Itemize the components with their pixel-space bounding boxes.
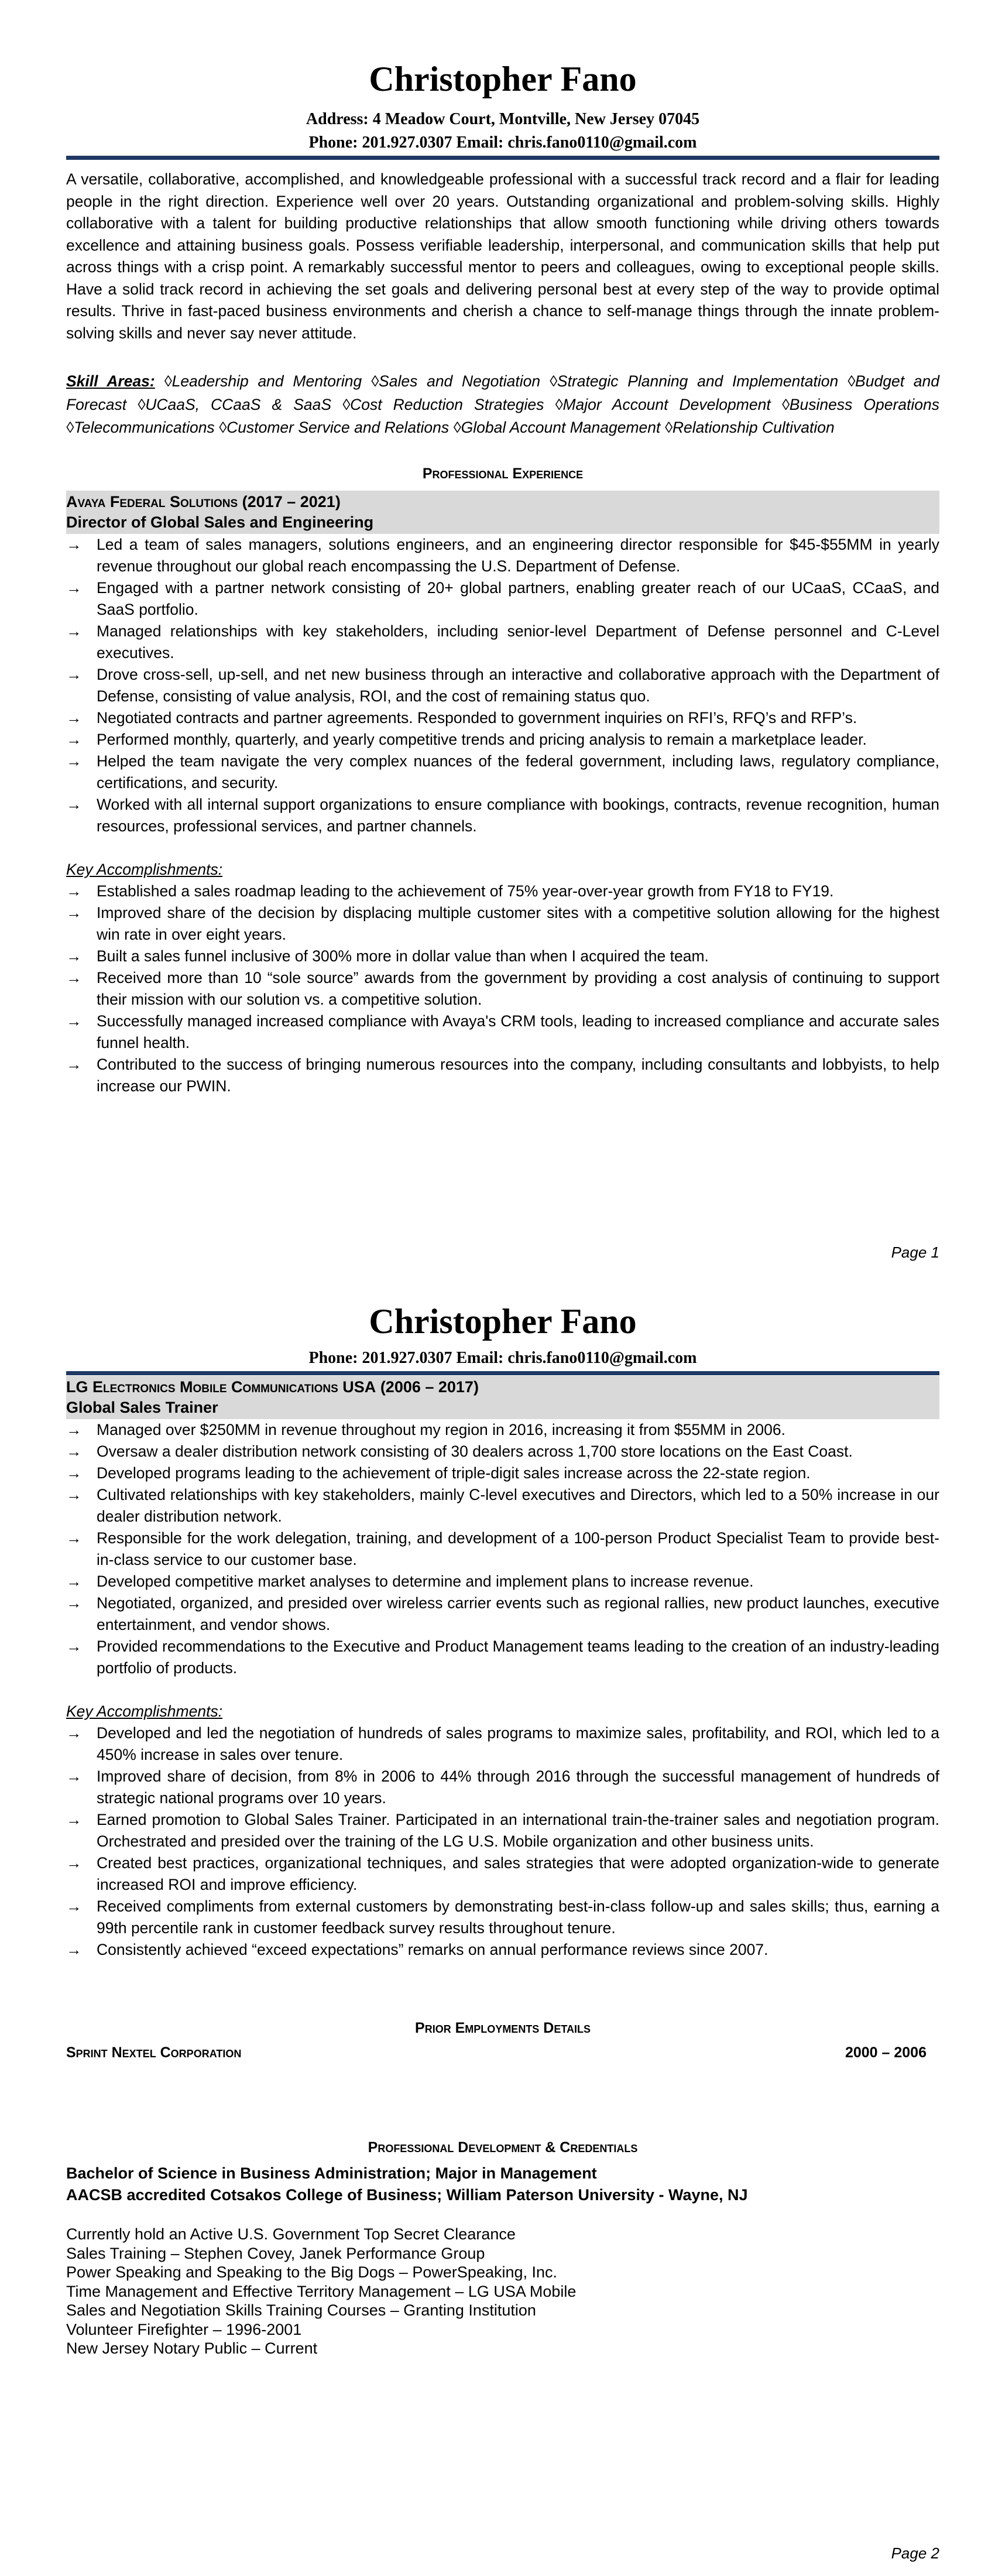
bullet-item: [66, 1722, 939, 1766]
bullet-text: Managed relationships with key stakeholders, including senior-level Department of Defense personnel and C-Level executives.: [97, 622, 939, 662]
bullet-text: Negotiated, organized, and presided over wireless carrier events such as regional rallies, new product launches, executive entertainment, and vendor shows.: [97, 1594, 939, 1633]
bullet-item: [66, 1766, 939, 1809]
bullet-item: [66, 751, 939, 794]
arrow-bullet-icon: →: [66, 579, 82, 597]
bullet-text: Received more than 10 “sole source” awards from the government by providing a cost analysis of continuing to support their mission with our solution vs. a competitive solution.: [97, 969, 939, 1008]
bullet-item: [66, 534, 939, 577]
accomplishments-list: [66, 881, 939, 1097]
arrow-bullet-icon: →: [66, 947, 82, 965]
arrow-bullet-icon: →: [66, 796, 82, 813]
prior-dates: 2000 – 2006: [845, 2044, 927, 2061]
bullet-text: Received compliments from external customers by demonstrating best-in-class follow-up and sales skills; thus, earning a 99th percentile rank in customer feedback survey results throughout tenure.: [97, 1897, 939, 1937]
bullet-item: [66, 577, 939, 621]
duties-list: [66, 534, 939, 837]
page-number: Page 1: [891, 1244, 939, 1261]
bullet-item: [66, 1484, 939, 1527]
bullet-text: Provided recommendations to the Executive and Product Management teams leading to the creation of an industry-leading portfolio of products.: [97, 1638, 939, 1677]
arrow-bullet-icon: →: [66, 1421, 82, 1438]
address: Address: 4 Meadow Court, Montville, New Jersey 07045: [306, 110, 700, 128]
arrow-bullet-icon: →: [66, 709, 82, 727]
degree: Bachelor of Science in Business Administration; Major in Management: [66, 2164, 597, 2182]
bullet-item: [66, 1527, 939, 1571]
bullet-text: Earned promotion to Global Sales Trainer. Participated in an international train-the-trainer sales and negotiation program. Orchestrated and presided over the training of the LG U.S. Mobile organization and other business units.: [97, 1811, 939, 1850]
credentials-list: [66, 2225, 939, 2358]
skill-areas-label: Skill Areas:: [66, 372, 155, 390]
arrow-bullet-icon: →: [66, 1056, 82, 1073]
arrow-bullet-icon: →: [66, 1811, 82, 1828]
candidate-name: Christopher Fano: [369, 60, 637, 98]
bullet-item: [66, 729, 939, 751]
bullet-text: Oversaw a dealer distribution network consisting of 30 dealers across 1,700 store locations on the East Coast.: [97, 1443, 853, 1460]
job-header: [66, 491, 939, 534]
bullet-item: [66, 1054, 939, 1097]
accomplishments-list: [66, 1722, 939, 1961]
summary: A versatile, collaborative, accomplished, and knowledgeable professional with a successful track record and a flair for leading people in the right direction. Experience well over 20 years. Outstanding organizational and problem-solving skills. Highly collaborative with a talent for building productive relationships that allow smooth functioning while driving others towards excellence and attaining business goals. Possess verifiable leadership, interpersonal, and communication skills that help put across things with a crisp point. A remarkably successful mentor to peers and colleagues, owing to exceptional people skills. Have a solid track record in achieving the set goals and delivering personal best at every step of the way to provide optimal results. Thrive in fast-paced business environments and cherish a chance to self-manage things through the innate problem-solving skills and never say never attitude.: [66, 170, 939, 342]
arrow-bullet-icon: →: [66, 536, 82, 553]
arrow-bullet-icon: →: [66, 1854, 82, 1872]
header-rule: [66, 1371, 939, 1375]
bullet-item: [66, 1462, 939, 1484]
phone-email: Phone: 201.927.0307 Email: chris.fano0110@gmail.com: [308, 133, 697, 152]
bullet-item: [66, 946, 939, 967]
section-heading-prior: Prior Employments Details: [415, 2020, 591, 2036]
bullet-text: Improved share of the decision by displacing multiple customer sites with a competitive solution allowing for the highest win rate in over eight years.: [97, 904, 939, 943]
prior-company: Sprint Nextel Corporation: [66, 2044, 242, 2061]
arrow-bullet-icon: →: [66, 1464, 82, 1482]
arrow-bullet-icon: →: [66, 1594, 82, 1612]
duties-list: [66, 1419, 939, 1679]
prior-employment-row: [66, 2044, 927, 2061]
job-title: Global Sales Trainer: [66, 1399, 218, 1416]
arrow-bullet-icon: →: [66, 1012, 82, 1030]
bullet-text: Performed monthly, quarterly, and yearly competitive trends and pricing analysis to remain a marketplace leader.: [97, 731, 867, 748]
bullet-item: [66, 621, 939, 664]
bullet-text: Contributed to the success of bringing numerous resources into the company, including consultants and lobbyists, to help increase our PWIN.: [97, 1056, 939, 1095]
arrow-bullet-icon: →: [66, 904, 82, 922]
bullet-text: Drove cross-sell, up-sell, and net new business through an interactive and collaborative approach with the Department of Defense, consisting of value analysis, ROI, and the cost of remaining status quo.: [97, 666, 939, 705]
school: AACSB accredited Cotsakos College of Business; William Paterson University - Wayne, NJ: [66, 2186, 748, 2204]
skill-areas-list: ◊Leadership and Mentoring ◊Sales and Negotiation ◊Strategic Planning and Implementation ◊Budget and Forecast ◊UCaaS, CCaaS & SaaS ◊Cost Reduction Strategies ◊Major Account Development ◊Business Operations ◊Telecommunications ◊Customer Service and Relations ◊Global Account Management ◊Relationship Cultivation: [66, 372, 940, 436]
bullet-text: Managed over $250MM in revenue throughout my region in 2016, increasing it from $55MM in 2006.: [97, 1421, 785, 1438]
arrow-bullet-icon: →: [66, 1573, 82, 1590]
bullet-text: Worked with all internal support organizations to ensure compliance with bookings, contracts, revenue recognition, human resources, professional services, and partner channels.: [97, 796, 939, 835]
arrow-bullet-icon: →: [66, 1724, 82, 1742]
credential-item: New Jersey Notary Public – Current: [66, 2339, 318, 2357]
header-rule: [66, 156, 939, 160]
bullet-item: [66, 1441, 939, 1462]
bullet-text: Developed competitive market analyses to determine and implement plans to increase revenue.: [97, 1573, 754, 1590]
arrow-bullet-icon: →: [66, 1486, 82, 1503]
job-header: [66, 1376, 939, 1419]
bullet-text: Developed and led the negotiation of hundreds of sales programs to maximize sales, profitability, and ROI, which led to a 450% increase in sales over tenure.: [97, 1724, 939, 1763]
bullet-text: Created best practices, organizational techniques, and sales strategies that were adopted organization-wide to generate increased ROI and improve efficiency.: [97, 1854, 939, 1893]
arrow-bullet-icon: →: [66, 1941, 82, 1958]
arrow-bullet-icon: →: [66, 752, 82, 770]
credential-item: Time Management and Effective Territory Management – LG USA Mobile: [66, 2282, 577, 2300]
arrow-bullet-icon: →: [66, 882, 82, 900]
company-name: LG Electronics Mobile Communications USA: [66, 1378, 376, 1396]
bullet-item: [66, 664, 939, 707]
bullet-item: [66, 794, 939, 837]
bullet-item: [66, 1419, 939, 1441]
credential-item: Currently hold an Active U.S. Government Top Secret Clearance: [66, 2225, 516, 2243]
bullet-text: Successfully managed increased compliance with Avaya's CRM tools, leading to increased compliance and accurate sales funnel health.: [97, 1012, 939, 1051]
accomplishments-label: Key Accomplishments:: [66, 1703, 223, 1720]
arrow-bullet-icon: →: [66, 1897, 82, 1915]
credential-item: Sales Training – Stephen Covey, Janek Performance Group: [66, 2244, 485, 2262]
bullet-text: Engaged with a partner network consisting of 20+ global partners, enabling greater reach of our UCaaS, CCaaS, and SaaS portfolio.: [97, 579, 939, 618]
bullet-text: Led a team of sales managers, solutions engineers, and an engineering director responsible for $45-$55MM in yearly revenue throughout our global reach encompassing the U.S. Department of Defense.: [97, 536, 939, 575]
bullet-item: [66, 1852, 939, 1896]
bullet-item: [66, 1010, 939, 1054]
credential-item: Power Speaking and Speaking to the Big Dogs – PowerSpeaking, Inc.: [66, 2263, 558, 2281]
arrow-bullet-icon: →: [66, 1767, 82, 1785]
bullet-item: [66, 902, 939, 946]
accomplishments-label: Key Accomplishments:: [66, 861, 223, 878]
page-number: Page 2: [891, 2544, 939, 2562]
bullet-item: [66, 1592, 939, 1636]
skill-areas: [66, 370, 939, 440]
arrow-bullet-icon: →: [66, 666, 82, 683]
arrow-bullet-icon: →: [66, 1638, 82, 1655]
section-heading-experience: Professional Experience: [422, 465, 584, 482]
section-heading-credentials: Professional Development & Credentials: [368, 2139, 638, 2156]
job-dates: (2006 – 2017): [376, 1378, 479, 1396]
job-avaya: [66, 491, 939, 1097]
arrow-bullet-icon: →: [66, 1443, 82, 1460]
company-name: Avaya Federal Solutions: [66, 493, 238, 511]
credential-item: Sales and Negotiation Skills Training Courses – Granting Institution: [66, 2301, 536, 2319]
bullet-text: Negotiated contracts and partner agreements. Responded to government inquiries on RFI’s, RFQ’s and RFP’s.: [97, 709, 857, 727]
bullet-item: [66, 1896, 939, 1939]
bullet-item: [66, 1809, 939, 1852]
arrow-bullet-icon: →: [66, 731, 82, 748]
arrow-bullet-icon: →: [66, 969, 82, 986]
bullet-text: Developed programs leading to the achievement of triple-digit sales increase across the 22-state region.: [97, 1464, 811, 1482]
bullet-item: [66, 1571, 939, 1592]
bullet-text: Helped the team navigate the very complex nuances of the federal government, including laws, regulatory compliance, certifications, and security.: [97, 752, 939, 792]
arrow-bullet-icon: →: [66, 1529, 82, 1547]
bullet-item: [66, 881, 939, 902]
bullet-text: Established a sales roadmap leading to the achievement of 75% year-over-year growth from FY18 to FY19.: [97, 882, 834, 900]
bullet-text: Built a sales funnel inclusive of 300% more in dollar value than when I acquired the team.: [97, 947, 709, 965]
credential-item: Volunteer Firefighter – 1996-2001: [66, 2320, 302, 2338]
job-lg: [66, 1376, 939, 1961]
bullet-item: [66, 707, 939, 729]
bullet-text: Cultivated relationships with key stakeholders, mainly C-level executives and Directors, which led to a 50% increase in our dealer distribution network.: [97, 1486, 939, 1525]
candidate-name: Christopher Fano: [369, 1302, 637, 1341]
arrow-bullet-icon: →: [66, 622, 82, 640]
bullet-text: Responsible for the work delegation, training, and development of a 100-person Product Specialist Team to provide best-in-class service to our customer base.: [97, 1529, 939, 1568]
bullet-item: [66, 967, 939, 1010]
bullet-item: [66, 1939, 939, 1961]
bullet-text: Consistently achieved “exceed expectations” remarks on annual performance reviews since 2007.: [97, 1941, 768, 1958]
bullet-item: [66, 1636, 939, 1679]
bullet-text: Improved share of decision, from 8% in 2006 to 44% through 2016 through the successful management of hundreds of strategic national programs over 10 years.: [97, 1767, 939, 1807]
phone-email: Phone: 201.927.0307 Email: chris.fano0110@gmail.com: [308, 1349, 697, 1367]
job-dates: (2017 – 2021): [238, 493, 341, 511]
job-title: Director of Global Sales and Engineering: [66, 513, 374, 531]
